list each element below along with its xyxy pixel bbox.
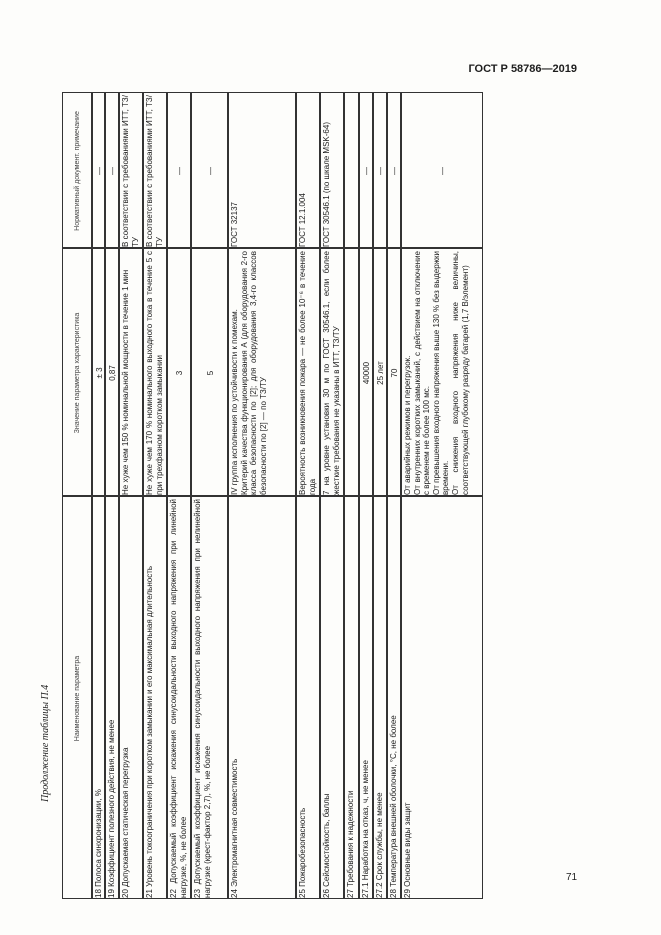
column-header-doc-text: Нормативный документ. примечание xyxy=(74,111,82,231)
param-value: 40000 xyxy=(362,361,372,385)
param-value: Не хуже чем 150 % номинальной мощности в течение 1 мин xyxy=(121,269,130,495)
param-value-cell xyxy=(105,248,119,496)
param-name: 27 Требования к надежности xyxy=(346,790,355,898)
param-value-cell xyxy=(191,248,228,496)
param-doc: — xyxy=(205,167,215,175)
param-name-cell xyxy=(143,496,167,899)
param-doc-cell xyxy=(228,92,296,248)
param-name-cell xyxy=(320,496,344,899)
document-header: ГОСТ Р 58786—2019 xyxy=(468,63,577,75)
param-value: 70 xyxy=(390,368,400,378)
param-value-line: От превышения входного напряжения выше 130 % без выдержки времени. xyxy=(431,251,451,495)
param-doc: — xyxy=(362,167,372,175)
param-name: 26 Сейсмостойкость, баллы xyxy=(322,793,331,898)
param-value-cell xyxy=(143,248,167,496)
param-value: ± 3 xyxy=(94,367,104,379)
param-name-cell xyxy=(191,496,228,899)
param-value: 7 на уровне установки 30 м по ГОСТ 30546.1, если более жесткие требования не указаны в ИТТ, ТЗ/ТУ xyxy=(322,251,341,495)
column-header-name xyxy=(62,496,92,899)
param-value-line: От аварийных режимов и перегрузок. xyxy=(403,355,412,495)
param-value: 25 лет xyxy=(376,361,386,385)
param-name: 29 Основные виды защит xyxy=(403,802,412,898)
param-value-cell xyxy=(373,248,387,496)
param-doc: В соответствии с требованиями ИТТ, ТЗ/ТУ xyxy=(145,95,164,247)
param-doc-cell xyxy=(320,92,344,248)
param-doc: ГОСТ 32137 xyxy=(230,202,239,247)
param-doc-cell xyxy=(401,92,483,248)
param-name-cell xyxy=(344,496,359,899)
param-name: 25 Пожаробезопасность xyxy=(298,807,307,898)
param-doc-cell xyxy=(119,92,143,248)
param-name-cell xyxy=(296,496,320,899)
param-doc-cell xyxy=(373,92,387,248)
param-name: 28 Температура внешней оболочки, °С, не более xyxy=(389,715,398,898)
param-value-line: От снижения входного напряжения ниже величины, соответствующей глубокому разряду батарей (1,7 В/элемент) xyxy=(450,251,470,495)
param-value-cell xyxy=(296,248,320,496)
param-doc-cell xyxy=(359,92,373,248)
param-doc-cell xyxy=(143,92,167,248)
param-name-cell xyxy=(401,496,483,899)
param-doc: — xyxy=(438,167,448,175)
param-name: 22 Допускаемый коэффициент искажения синусоидальности выходного напряжения при линейной нагрузке, %, не более xyxy=(169,499,188,898)
param-doc: В соответствии с требованиями ИТТ, ТЗ/ТУ xyxy=(121,95,140,247)
column-header-value xyxy=(62,248,92,496)
param-doc: ГОСТ 12.1.004 xyxy=(298,193,307,247)
param-name-cell xyxy=(119,496,143,899)
param-doc-cell xyxy=(344,92,359,248)
column-header-doc xyxy=(62,92,92,248)
table-caption: Продолжение таблицы П.4 xyxy=(40,684,51,802)
param-name: 27.2 Срок службы, не менее xyxy=(375,792,384,898)
param-name-cell xyxy=(92,496,105,899)
param-value-line: Критерий качества функционирования А (для оборудования 2-го класса безопасности по [2]; для оборудования 3,4-го классов безопасности по [2] — по ТЗ/ТУ xyxy=(239,251,268,495)
param-doc-cell xyxy=(296,92,320,248)
param-name: 18 Полоса синхронизации, % xyxy=(94,789,103,898)
param-doc: — xyxy=(94,167,104,175)
param-doc: ГОСТ 30546.1 (по шкале MSK-64) xyxy=(322,122,331,247)
param-name-cell xyxy=(228,496,296,899)
param-value-cell xyxy=(401,248,483,496)
param-value-cell xyxy=(167,248,191,496)
param-value-line: От внутренних коротких замыканий, с действием на отключение с временем не более 100 мс. xyxy=(412,251,432,495)
param-name: 23 Допускаемый коэффициент искажения синусоидальности выходного напряжения при нелинейной нагрузке (крест-фактор 2,7), %, не более xyxy=(193,499,212,898)
page-number: 71 xyxy=(566,872,578,883)
param-doc: — xyxy=(175,167,185,175)
param-doc-cell xyxy=(387,92,401,248)
param-name-cell xyxy=(373,496,387,899)
param-value-cell xyxy=(228,248,296,496)
param-name: 27.1 Наработка на отказ, ч, не менее xyxy=(361,760,370,898)
param-name: 20 Допускаемая статическая перегрузка xyxy=(121,747,130,898)
param-value-cell xyxy=(387,248,401,496)
param-value: 3 xyxy=(175,370,185,376)
param-value-line: IV группа исполнения по устойчивости к помехам. xyxy=(230,309,239,495)
param-doc-cell xyxy=(167,92,191,248)
column-header-value-text: Значение параметра характеристика xyxy=(74,312,82,434)
param-doc: — xyxy=(390,167,400,175)
param-value: 5 xyxy=(205,370,215,376)
param-value: Вероятность возникновения пожара — не более 10⁻⁶ в течение года xyxy=(298,251,317,495)
param-name: 21 Уровень токоограничения при коротком замыкании и его максимальная длительность xyxy=(145,565,154,898)
param-value: Не хуже чем 170 % номинального выходного тока в течение 5 с при трехфазном коротком замыкании xyxy=(145,251,164,495)
param-value-cell xyxy=(119,248,143,496)
param-name-cell xyxy=(105,496,119,899)
param-doc: — xyxy=(108,167,118,175)
param-doc-cell xyxy=(105,92,119,248)
param-value: 0,87 xyxy=(108,365,118,381)
param-name-cell xyxy=(387,496,401,899)
param-name-cell xyxy=(359,496,373,899)
column-header-name-text: Наименование параметра xyxy=(74,655,82,742)
param-doc-cell xyxy=(92,92,105,248)
param-value-cell xyxy=(92,248,105,496)
param-value-cell xyxy=(344,248,359,496)
param-name-cell xyxy=(167,496,191,899)
param-doc: — xyxy=(376,167,386,175)
table-grid xyxy=(62,92,538,899)
param-name: 19 Коэффициент полезного действия, не менее xyxy=(107,719,116,898)
param-name: 24 Электромагнитная совместимость xyxy=(230,758,239,898)
param-value-cell xyxy=(320,248,344,496)
param-value-cell xyxy=(359,248,373,496)
param-doc-cell xyxy=(191,92,228,248)
